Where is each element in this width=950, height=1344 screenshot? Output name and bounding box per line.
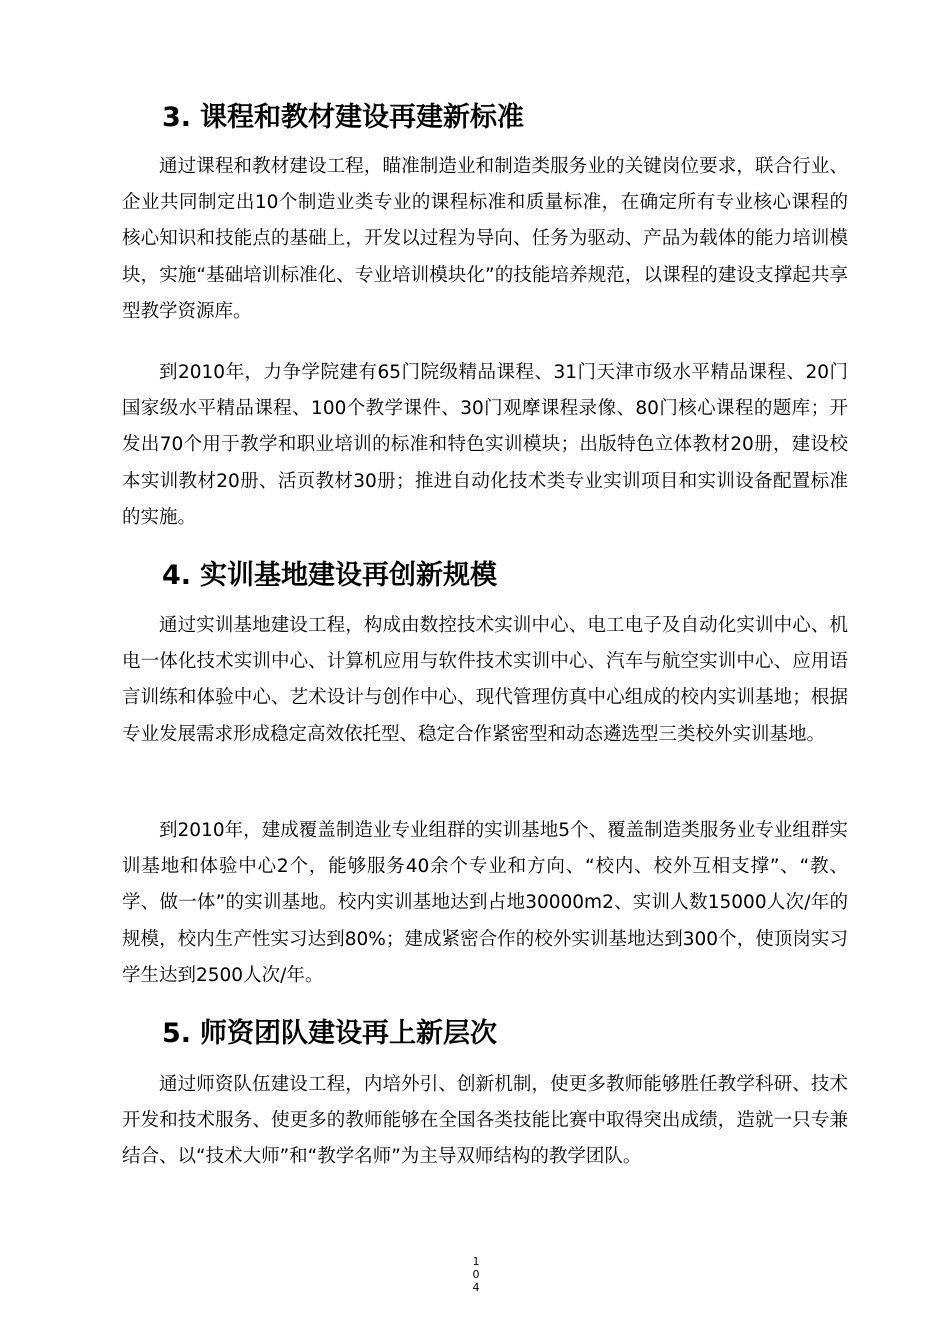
section-heading xyxy=(162,100,524,136)
paragraph: 通过课程和教材建设工程，瞄准制造业和制造类服务业的关键岗位要求，联合行业、企业共同制定出10个制造业类专业的课程标准和质量标准，在确定所有专业核心课程的核心知识和技能点的基础上，开发以过程为导向、任务为驱动、产品为载体的能力培训模块，实施“基础培训标准化、专业培训模块化”的技能培养规范，以课程的建设支撑起共享型教学资源库。 xyxy=(122,156,848,322)
paragraph: 到2010年，建成覆盖制造业专业组群的实训基地5个、覆盖制造类服务业专业组群实训基地和体验中心2个，能够服务40余个专业和方向、“校内、校外互相支撑”、“教、学、做一体”的实训基地。校内实训基地达到占地30000m2、实训人数15000人次/年的规模，校内生产性实习达到80%；建成紧密合作的校外实训基地达到300个，使顶岗实习学生达到2500人次/年。 xyxy=(122,820,848,986)
paragraph: 通过实训基地建设工程，构成由数控技术实训中心、电工电子及自动化实训中心、机电一体化技术实训中心、计算机应用与软件技术实训中心、汽车与航空实训中心、应用语言训练和体验中心、艺术设计与创作中心、现代管理仿真中心组成的校内实训基地；根据专业发展需求形成稳定高效依托型、稳定合作紧密型和动态遴选型三类校外实训基地。 xyxy=(122,615,848,745)
section-heading xyxy=(162,558,497,594)
section-number: 4. xyxy=(162,560,192,591)
page-number xyxy=(470,1255,482,1294)
section-title: 课程和教材建设再建新标准 xyxy=(200,102,524,133)
paragraph: 到2010年，力争学院建有65门院级精品课程、31门天津市级水平精品课程、20门国家级水平精品课程、100个教学课件、30门观摩课程录像、80门核心课程的题库；开发出70个用于教学和职业培训的标准和特色实训模块；出版特色立体教材20册，建设校本实训教材20册、活页教材30册；推进自动化技术类专业实训项目和实训设备配置标准的实施。 xyxy=(122,362,848,528)
page-number-digit: 1 xyxy=(472,1255,480,1268)
section-title: 实训基地建设再创新规模 xyxy=(200,560,497,591)
page-number-digit: 4 xyxy=(472,1281,480,1294)
section-heading xyxy=(162,1016,497,1052)
section-title: 师资团队建设再上新层次 xyxy=(200,1018,497,1049)
paragraph: 通过师资队伍建设工程，内培外引、创新机制，使更多教师能够胜任教学科研、技术开发和技术服务、使更多的教师能够在全国各类技能比赛中取得突出成绩，造就一只专兼结合、以“技术大师”和“教学名师”为主导双师结构的教学团队。 xyxy=(122,1074,848,1168)
page-number-digit: 0 xyxy=(472,1268,480,1281)
section-number: 3. xyxy=(162,102,192,133)
section-number: 5. xyxy=(162,1018,192,1049)
